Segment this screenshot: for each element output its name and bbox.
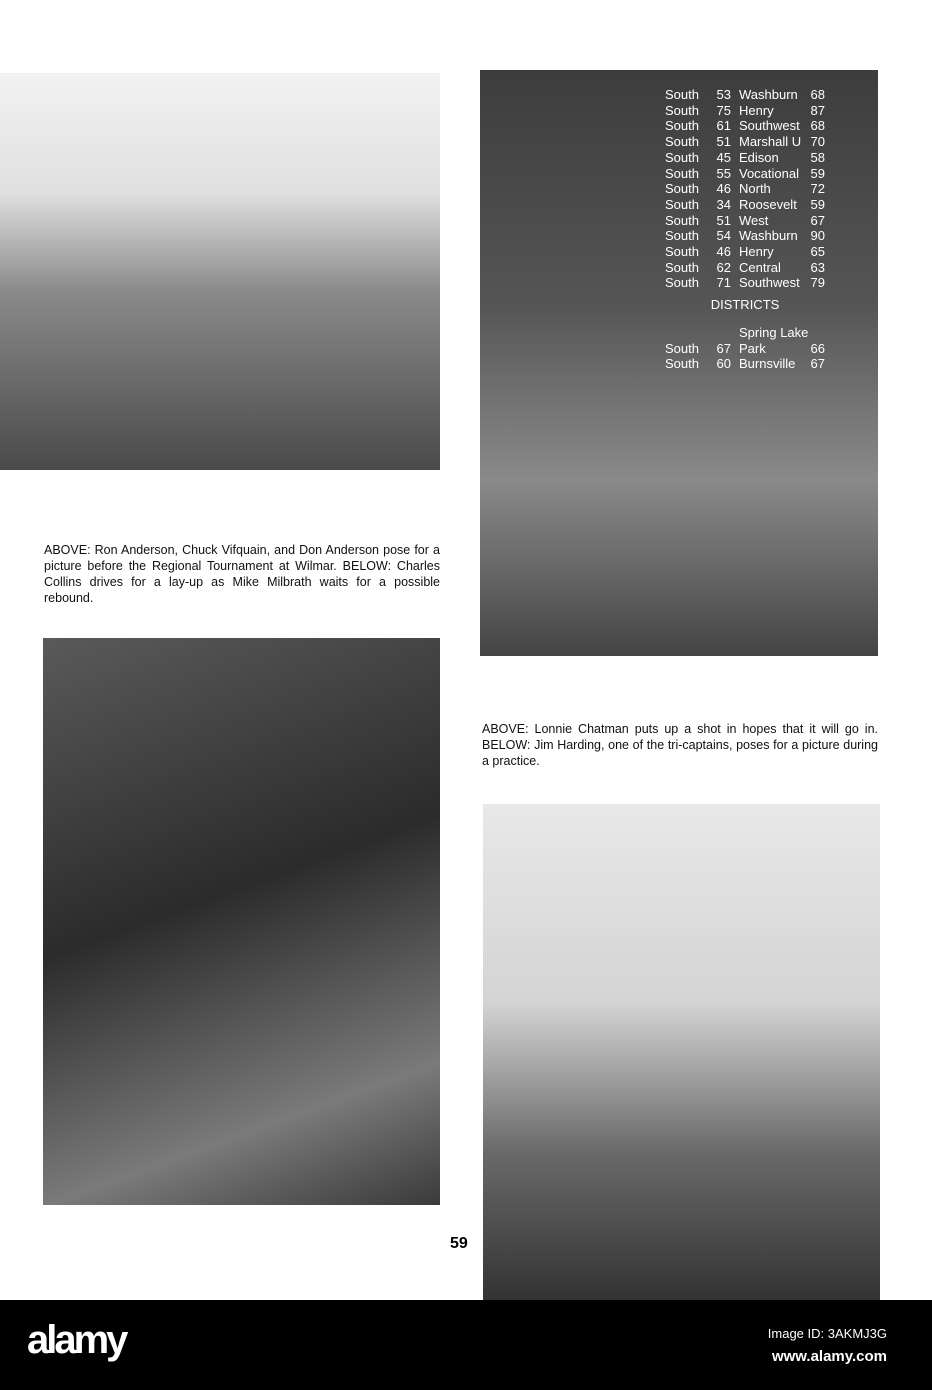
team-score: 46	[716, 244, 731, 260]
caption-top-left: ABOVE: Ron Anderson, Chuck Vifquain, and Don Anderson pose for a picture before the Regional Tournament at Wilmar. BELOW: Charles Collins drives for a lay-up as Mike Milbrath waits for a possible rebound.	[44, 542, 440, 605]
team: South	[665, 149, 699, 165]
opponent-score: 68	[810, 118, 825, 134]
opponent-score: 63	[810, 259, 825, 275]
score-row	[665, 134, 825, 150]
photo-basketball-layup	[43, 638, 440, 1205]
team-score: 62	[716, 259, 731, 275]
opponent: Central	[739, 259, 781, 275]
opponent: Park	[739, 340, 766, 356]
team: South	[665, 340, 699, 356]
team-score: 75	[716, 102, 731, 118]
opponent: Vocational	[739, 165, 799, 181]
opponent-score: 67	[810, 212, 825, 228]
district-score-row	[665, 356, 825, 372]
photo-wrestler-portrait	[483, 804, 880, 1300]
opponent-line: Spring Lake	[739, 324, 809, 340]
team-score: 67	[716, 340, 731, 356]
opponent: Southwest	[739, 275, 800, 291]
team: South	[665, 165, 699, 181]
caption-right: ABOVE: Lonnie Chatman puts up a shot in hopes that it will go in. BELOW: Jim Harding, one of the tri-captains, poses for a picture during a practice.	[482, 721, 878, 768]
team: South	[665, 259, 699, 275]
opponent-score: 87	[810, 102, 825, 118]
opponent: Marshall U	[739, 134, 802, 150]
opponent-score: 65	[810, 244, 825, 260]
team: South	[665, 228, 699, 244]
opponent-score: 70	[810, 134, 825, 150]
team: South	[665, 87, 699, 102]
team: South	[665, 118, 699, 134]
team-score: 71	[716, 275, 731, 291]
opponent: Washburn	[739, 228, 798, 244]
team-score: 60	[716, 356, 731, 372]
opponent-score: 90	[810, 228, 825, 244]
opponent-score: 79	[810, 275, 825, 291]
score-row	[665, 150, 825, 166]
score-row	[665, 260, 825, 276]
opponent: Burnsville	[739, 356, 796, 372]
district-score-row	[665, 341, 825, 357]
opponent: Edison	[739, 149, 779, 165]
team-score: 34	[716, 196, 731, 212]
score-row	[665, 197, 825, 213]
opponent: Roosevelt	[739, 196, 797, 212]
opponent: West	[739, 212, 769, 228]
page-number: 59	[450, 1235, 468, 1252]
alamy-logo: alamy	[27, 1318, 126, 1362]
team-score: 54	[716, 228, 731, 244]
team: South	[665, 181, 699, 197]
score-row	[665, 166, 825, 182]
image-id: Image ID: 3AKMJ3G	[767, 1326, 887, 1341]
opponent-score: 58	[810, 149, 825, 165]
team-score: 53	[716, 87, 731, 102]
score-row	[665, 87, 825, 103]
team: South	[665, 212, 699, 228]
opponent-score: 72	[810, 181, 825, 197]
opponent-score: 59	[810, 196, 825, 212]
site-url: www.alamy.com	[771, 1348, 887, 1365]
districts-heading: DISTRICTS	[710, 297, 780, 313]
score-row	[665, 181, 825, 197]
score-row	[665, 118, 825, 134]
score-row	[665, 228, 825, 244]
score-row	[665, 244, 825, 260]
watermark-footer	[0, 1300, 932, 1390]
score-row	[665, 275, 825, 291]
team-score: 55	[716, 165, 731, 181]
opponent: Henry	[739, 102, 774, 118]
team: South	[665, 102, 699, 118]
opponent-score: 66	[810, 340, 825, 356]
opponent: Henry	[739, 244, 774, 260]
team: South	[665, 134, 699, 150]
opponent-score: 67	[810, 356, 825, 372]
team: South	[665, 356, 699, 372]
opponent: North	[739, 181, 771, 197]
score-row	[665, 213, 825, 229]
team: South	[665, 196, 699, 212]
opponent: Washburn	[739, 87, 798, 102]
team-score: 45	[716, 149, 731, 165]
team: South	[665, 275, 699, 291]
opponent-score: 68	[810, 87, 825, 102]
team-score: 46	[716, 181, 731, 197]
score-row	[665, 103, 825, 119]
team-score: 51	[716, 134, 731, 150]
team-score: 61	[716, 118, 731, 134]
team-score: 51	[716, 212, 731, 228]
season-scores	[665, 87, 825, 372]
team: South	[665, 244, 699, 260]
photo-wrestlers-group	[0, 73, 440, 470]
opponent: Southwest	[739, 118, 800, 134]
opponent-score: 59	[810, 165, 825, 181]
